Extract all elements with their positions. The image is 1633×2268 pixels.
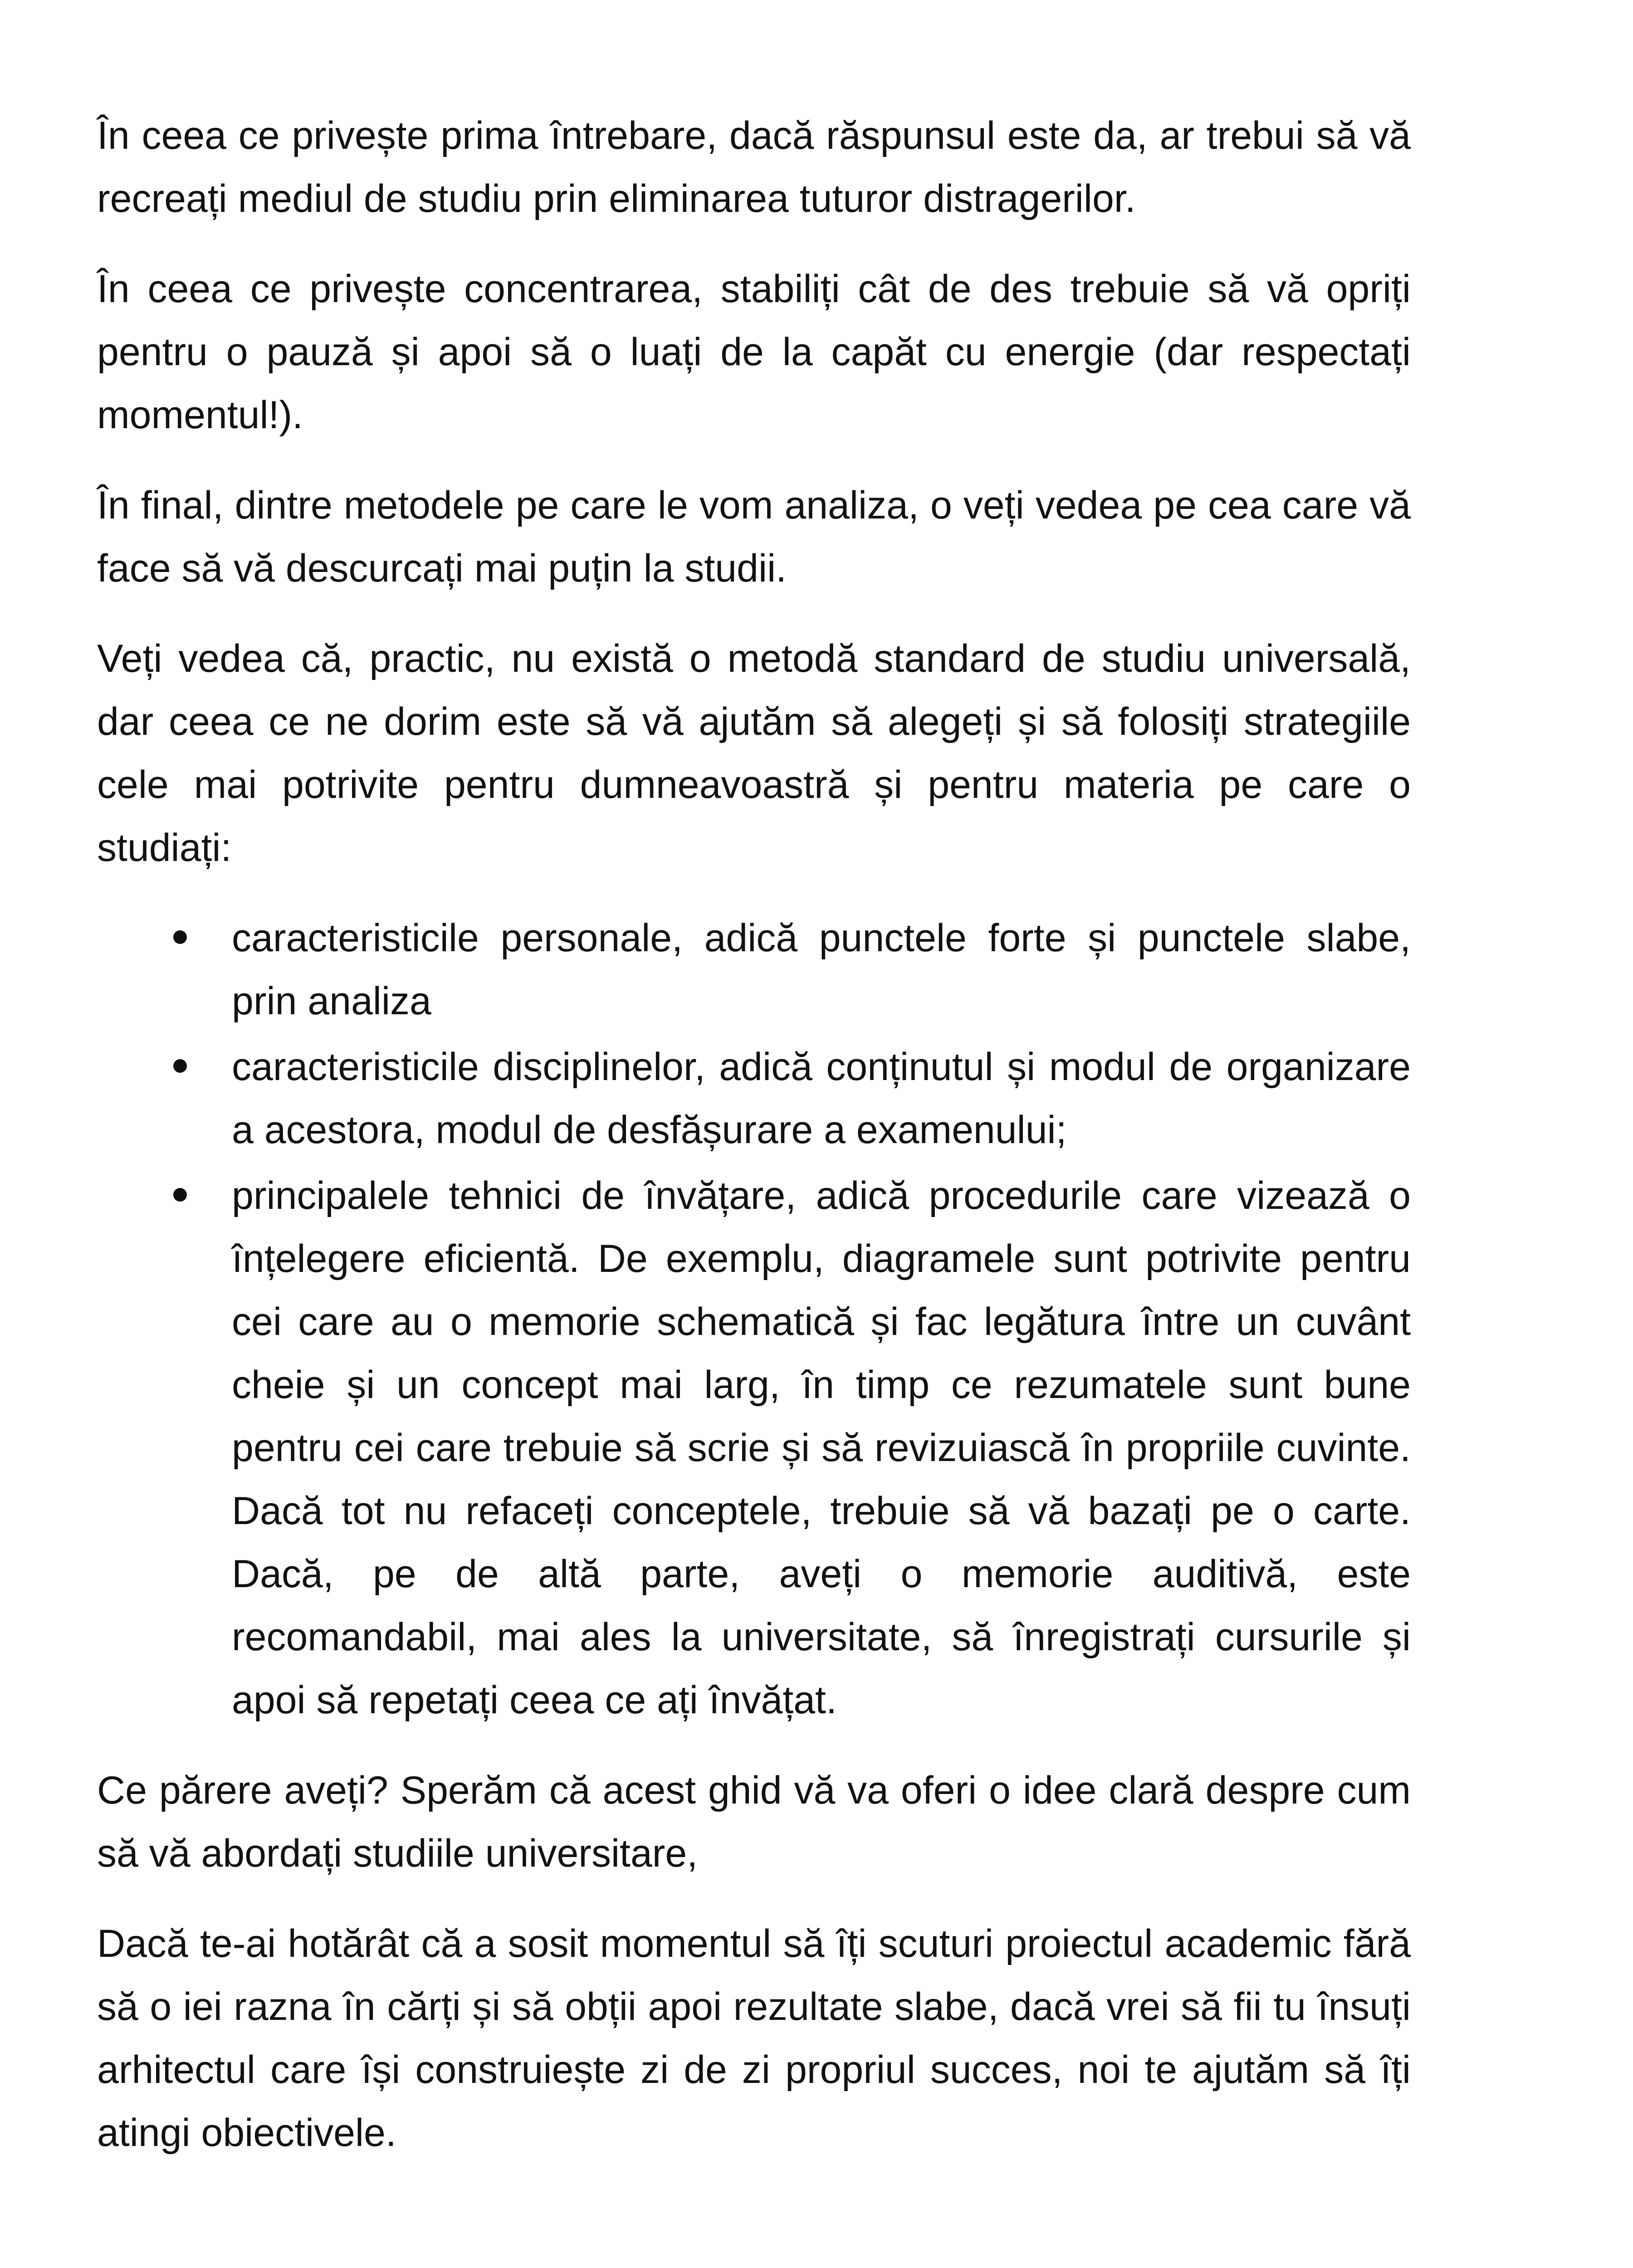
bullet-icon: [173, 1059, 187, 1073]
bullet-icon: [173, 1188, 187, 1202]
paragraph-first-question: În ceea ce privește prima întrebare, dacă răspunsul este da, ar trebui să vă recreați mediul de studiu prin eliminarea tuturor distragerilor.: [97, 114, 1411, 220]
list-item-text: caracteristicile disciplinelor, adică conținutul și modul de organizare a acestora, modul de desfășurare a examenului;: [232, 1045, 1411, 1152]
list-item-text: caracteristicile personale, adică punctele forte și punctele slabe, prin analiza: [232, 916, 1411, 1023]
paragraph-closing: Dacă te-ai hotărât că a sosit momentul să îți scuturi proiectul academic fără să o iei razna în cărți și să obții apoi rezultate slabe, dacă vrei să fii tu însuți arhitectul care își construiește zi de zi propriul succes, noi te ajutăm să îți atingi obiectivele.: [97, 1922, 1411, 2155]
paragraph-methods: În final, dintre metodele pe care le vom analiza, o veți vedea pe cea care vă face să vă descurcați mai puțin la studii.: [97, 484, 1411, 590]
list-item: [97, 1036, 1411, 1162]
paragraph-opinion: Ce părere aveți? Sperăm că acest ghid vă va oferi o idee clară despre cum să vă abordați studiile universitare,: [97, 1769, 1411, 1875]
bullet-icon: [173, 930, 187, 944]
bullet-list: [97, 907, 1411, 1732]
list-item: [97, 1164, 1411, 1732]
document-page: [97, 104, 1411, 2192]
paragraph-intro-list: Veți vedea că, practic, nu există o metodă standard de studiu universală, dar ceea ce ne dorim este să vă ajutăm să alegeți și să folosiți strategiile cele mai potrivite pentru dumneavoastră și pentru materia pe care o studiați:: [97, 637, 1411, 870]
list-item: [97, 907, 1411, 1033]
list-item-text: principalele tehnici de învățare, adică procedurile care vizează o înțelegere eficientă. De exemplu, diagramele sunt potrivite pentru cei care au o memorie schematică și fac legătura între un cuvânt cheie și un concept mai larg, în timp ce rezumatele sunt bune pentru cei care trebuie să scrie și să revizuiască în propriile cuvinte. Dacă tot nu refaceți conceptele, trebuie să vă bazați pe o carte. Dacă, pe de altă parte, aveți o memorie auditivă, este recomandabil, mai ales la universitate, să înregistrați cursurile și apoi să repetați ceea ce ați învățat.: [232, 1174, 1411, 1722]
paragraph-concentration: În ceea ce privește concentrarea, stabiliți cât de des trebuie să vă opriți pentru o pauză și apoi să o luați de la capăt cu energie (dar respectați momentul!).: [97, 267, 1411, 437]
